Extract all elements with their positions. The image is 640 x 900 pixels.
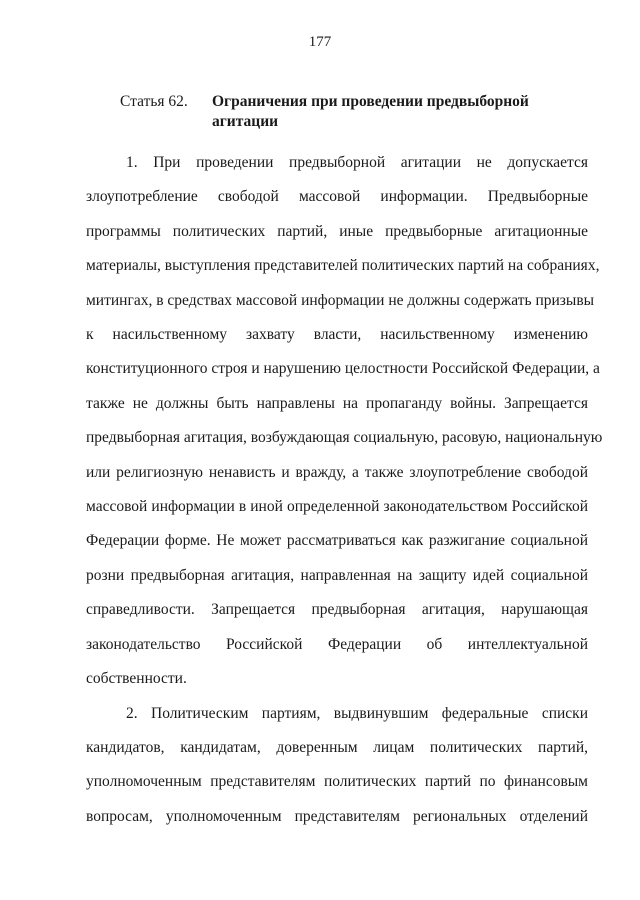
text-line: материалы, выступления представителей политических партий на собраниях, [86, 257, 600, 275]
page-number: 177 [308, 34, 332, 50]
paragraph-1 [86, 146, 603, 697]
text-line: конституционного строя и нарушению целостности Российской Федерации, а [86, 360, 600, 378]
text-line: кандидатов, кандидатам, доверенным лицам политических партий, [86, 738, 588, 756]
text-line: программы политических партий, иные предвыборные агитационные [86, 222, 588, 240]
paragraph-2 [86, 697, 588, 835]
text-line: справедливости. Запрещается предвыборная агитация, нарушающая [86, 601, 588, 619]
text-line: собственности. [86, 670, 187, 688]
article-title [212, 92, 572, 132]
article-title-line-2: агитации [212, 113, 279, 130]
text-line: 1. При проведении предвыборной агитации не допускается [126, 154, 588, 171]
text-line: злоупотребление свободой массовой информации. Предвыборные [86, 188, 588, 206]
article-label: Статья 62. [120, 93, 188, 110]
text-line: 2. Политическим партиям, выдвинувшим федеральные списки [126, 704, 588, 722]
text-line: митингах, в средствах массовой информации не должны содержать призывы [86, 291, 595, 309]
text-line: к насильственному захвату власти, насильственному изменению [86, 326, 588, 344]
text-line: вопросам, уполномоченным представителям региональных отделений [86, 807, 588, 825]
text-line: или религиозную ненависть и вражду, а также злоупотребление свободой [86, 463, 588, 481]
text-line: уполномоченным представителям политических партий по финансовым [86, 773, 588, 791]
text-line: Федерации форме. Не может рассматриваться как разжигание социальной [86, 532, 588, 550]
text-line: предвыборная агитация, возбуждающая социальную, расовую, национальную [86, 429, 603, 447]
text-line: массовой информации в иной определенной законодательством Российской [86, 498, 588, 516]
article-body [86, 146, 603, 834]
article-title-line-1: Ограничения при проведении предвыборной [212, 93, 529, 110]
text-line: розни предвыборная агитация, направленная на защиту идей социальной [86, 566, 588, 584]
text-line: также не должны быть направлены на пропаганду войны. Запрещается [86, 394, 588, 412]
text-line: законодательство Российской Федерации об интеллектуальной [86, 635, 588, 653]
